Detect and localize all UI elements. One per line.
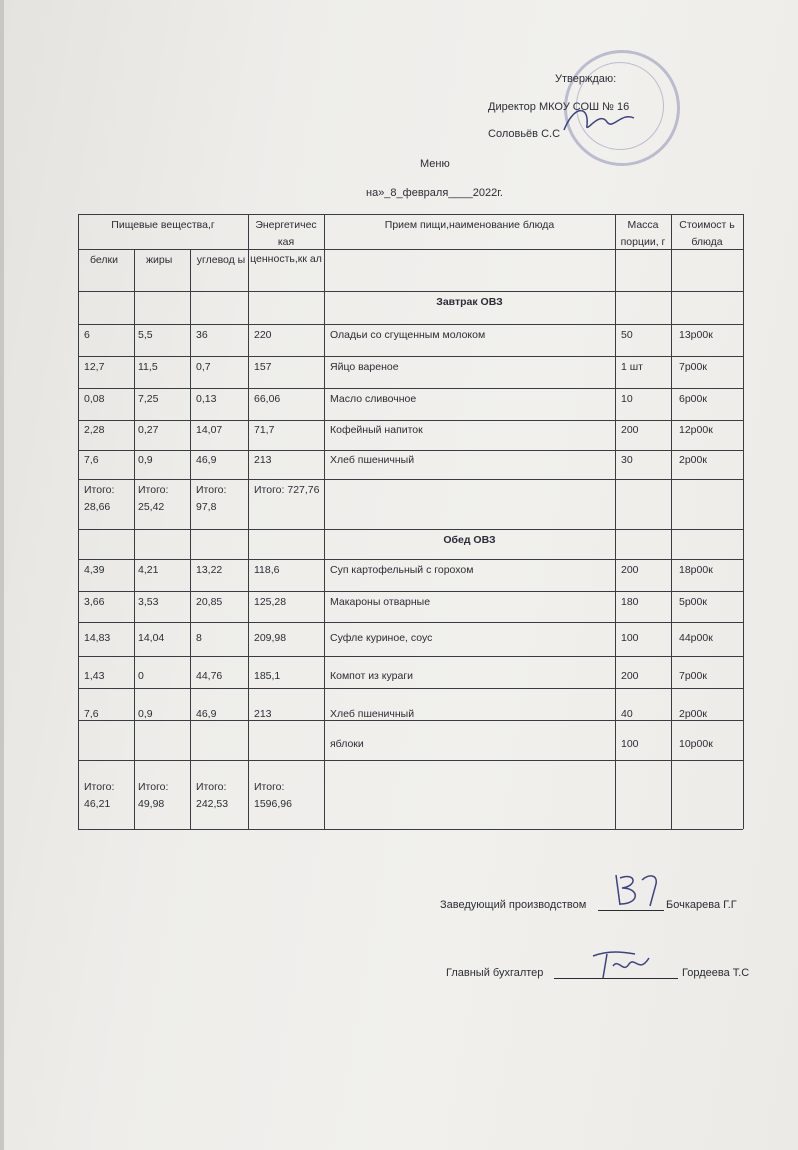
table-rule [78,214,79,829]
row-protein: 0,08 [84,393,105,405]
row-protein: 1,43 [84,670,105,682]
breakfast-total-fat: Итого: 25,42 [138,484,169,513]
section-title-breakfast: Завтрак ОВЗ [436,296,503,308]
breakfast-total-energy: Итого: 727,76 [254,484,320,496]
row-mass: 200 [621,564,639,576]
row-mass: 200 [621,670,639,682]
table-rule [78,559,743,560]
row-fat: 4,21 [138,564,159,576]
row-carbs: 20,85 [196,596,223,608]
row-cost: 7р00к [679,670,707,682]
table-rule [190,249,191,829]
row-protein: 3,66 [84,596,105,608]
row-cost: 13р00к [679,329,713,341]
row-protein: 12,7 [84,361,105,373]
table-rule [78,450,743,451]
menu-date: на»_8_февраля____2022г. [366,187,503,199]
table-rule [78,388,743,389]
row-mass: 180 [621,596,639,608]
row-mass: 30 [621,454,633,466]
row-mass: 100 [621,738,639,750]
row-energy: 66,06 [254,393,281,405]
row-mass: 200 [621,424,639,436]
row-fat: 3,53 [138,596,159,608]
director-name: Соловьёв С.С [488,128,561,140]
row-energy: 125,28 [254,596,287,608]
table-rule [78,356,743,357]
dish-header: Прием пищи,наименование блюда [384,219,555,231]
row-fat: 0 [138,670,144,682]
row-energy: 185,1 [254,670,281,682]
document-page [4,0,798,1150]
row-dish: Кофейный напиток [330,424,423,436]
row-protein: 7,6 [84,708,99,720]
director-signature [559,100,639,140]
row-dish: Суфле куриное, соус [330,632,433,644]
row-dish: Компот из кураги [330,670,414,682]
production-head-name: Бочкарева Г.Г [666,899,737,911]
table-rule [743,214,744,829]
row-carbs: 0,7 [196,361,211,373]
row-dish: Суп картофельный с горохом [330,564,474,576]
director-title: Директор МКОУ СОШ № 16 [488,101,630,113]
row-dish: яблоки [330,738,364,750]
row-cost: 5р00к [679,596,707,608]
table-rule [78,656,743,657]
table-rule [134,249,135,829]
row-cost: 2р00к [679,454,707,466]
row-mass: 40 [621,708,633,720]
row-protein: 4,39 [84,564,105,576]
energy-header: Энергетичес кая ценность,кк ал [250,219,322,265]
lunch-total-carbs: Итого: 242,53 [196,781,229,810]
row-cost: 2р00к [679,708,707,720]
table-rule [671,214,672,829]
table-rule [78,291,743,292]
table-rule [78,479,743,480]
row-energy: 71,7 [254,424,275,436]
row-carbs: 44,76 [196,670,223,682]
signature-line [598,910,664,911]
row-dish: Хлеб пшеничный [330,454,415,466]
table-rule [78,214,743,215]
carbs-header: углевод ы [196,254,246,266]
row-protein: 6 [84,329,90,341]
breakfast-total-carbs: Итого: 97,8 [196,484,227,513]
row-carbs: 14,07 [196,424,223,436]
row-mass: 1 шт [621,361,643,373]
row-mass: 100 [621,632,639,644]
row-energy: 213 [254,708,272,720]
row-fat: 0,27 [138,424,159,436]
row-energy: 118,6 [254,564,280,576]
row-fat: 11,5 [138,361,158,373]
row-dish: Хлеб пшеничный [330,708,415,720]
row-protein: 7,6 [84,454,99,466]
document-title: Меню [420,158,450,170]
table-rule [78,829,743,830]
row-mass: 50 [621,329,633,341]
row-carbs: 0,13 [196,393,217,405]
row-cost: 7р00к [679,361,707,373]
row-energy: 157 [254,361,272,373]
table-rule [78,249,248,250]
row-fat: 5,5 [138,329,153,341]
lunch-total-energy: Итого: 1596,96 [254,781,292,810]
table-rule [78,591,743,592]
fat-header: жиры [146,254,173,266]
row-protein: 2,28 [84,424,105,436]
production-head-label: Заведующий производством [440,899,587,911]
mass-header: Масса порции, г [620,219,666,248]
row-cost: 12р00к [679,424,713,436]
row-energy: 209,98 [254,632,287,644]
row-fat: 7,25 [138,393,159,405]
row-carbs: 46,9 [196,454,217,466]
row-cost: 44р00к [679,632,713,644]
table-rule [615,214,616,829]
row-cost: 6р00к [679,393,707,405]
breakfast-total-protein: Итого: 28,66 [84,484,115,513]
row-dish: Макароны отварные [330,596,431,608]
row-dish: Масло сливочное [330,393,417,405]
row-fat: 14,04 [138,632,165,644]
protein-header: белки [90,254,118,266]
row-carbs: 46,9 [196,708,217,720]
row-carbs: 8 [196,632,202,644]
row-carbs: 13,22 [196,564,223,576]
row-mass: 10 [621,393,633,405]
nutrients-header: Пищевые вещества,г [111,219,215,231]
table-rule [78,529,743,530]
row-fat: 0,9 [138,454,153,466]
table-rule [78,760,743,761]
row-cost: 18р00к [679,564,713,576]
row-energy: 220 [254,329,272,341]
lunch-total-protein: Итого: 46,21 [84,781,115,810]
lunch-total-fat: Итого: 49,98 [138,781,169,810]
table-rule [78,688,743,689]
row-fat: 0,9 [138,708,153,720]
row-protein: 14,83 [84,632,111,644]
table-rule [248,214,249,829]
row-dish: Яйцо вареное [330,361,399,373]
production-head-signature [606,870,666,910]
section-title-lunch: Обед ОВЗ [443,534,496,546]
accountant-name: Гордеева Т.С [682,967,750,979]
table-rule [78,324,743,325]
row-dish: Оладьи со сгущенным молоком [330,329,486,341]
cost-header: Стоимост ь блюда [679,219,735,248]
row-cost: 10р00к [679,738,713,750]
accountant-label: Главный бухгалтер [446,967,544,979]
table-rule [78,622,743,623]
row-energy: 213 [254,454,272,466]
table-rule [78,420,743,421]
approval-label: Утверждаю: [555,73,617,85]
row-carbs: 36 [196,329,208,341]
accountant-signature [589,948,659,982]
